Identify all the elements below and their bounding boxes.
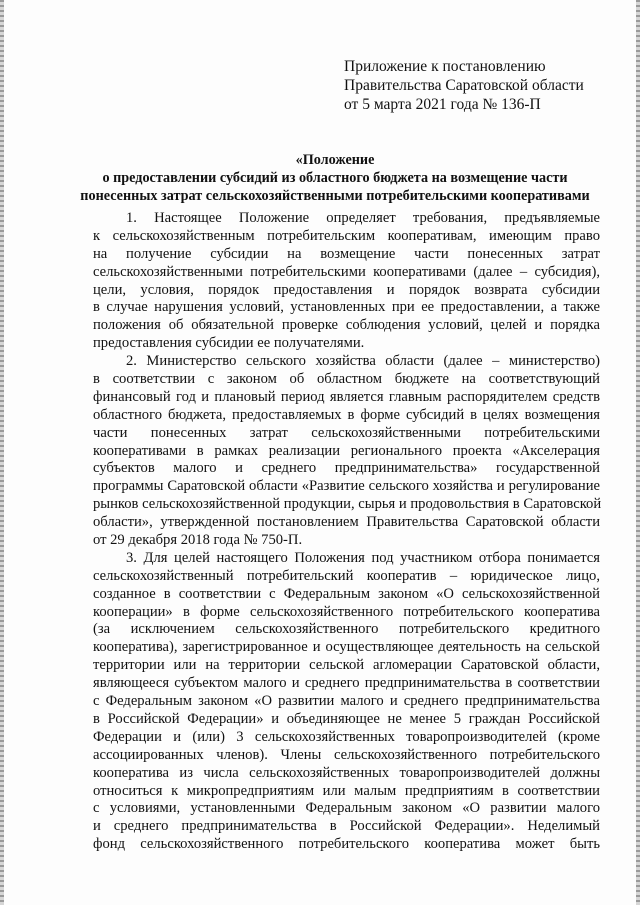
appendix-note [344,57,624,114]
appendix-line: от 5 марта 2021 года № 136-П [344,96,541,113]
text-line: цели, условия, порядок предоставления и порядок возврата субсидии [93,281,600,298]
text-line: являющееся субъектом малого и среднего предпринимательства в соответствии [93,675,600,692]
scan-edge-left [0,0,4,905]
text-line: кооперативами в рамках реализации регионального проекта «Акселерация [93,442,600,459]
text-line: от 29 декабря 2018 года № 750-П. [93,532,303,549]
text-line: и среднего предпринимательства в Российской Федерации». Неделимый [93,818,600,835]
text-line: в случае нарушения условий, установленных при ее предоставлении, а также [93,299,600,316]
scan-edge-right [636,0,640,905]
text-line: областного бюджета, предоставляемых в форме субсидий в целях возмещения [93,406,600,423]
text-line: Федерации и (или) 3 сельскохозяйственных товаропроизводителей (кроме [93,728,600,745]
text-line: территории или на территории сельской агломерации Саратовской области, [93,657,600,674]
title-line: понесенных затрат сельскохозяйственными потребительскими кооперативами [80,188,590,204]
text-line: кооператива из числа сельскохозяйственных товаропроизводителей должны [93,764,600,781]
document-title [70,151,600,205]
paragraph-2 [93,353,600,550]
document-body [93,210,600,854]
text-line: в Российской Федерации» и объединяющее не менее 5 граждан Российской [93,710,600,727]
text-line: финансовый год и плановый период является главным распорядителем средств [93,388,600,405]
text-line: кооператива), зарегистрированное и осуществляющее деятельность на сельской [93,639,600,656]
title-line: «Положение [295,152,375,168]
text-line: положения об обязательной проверке соблюдения условий, целей и порядка [93,317,600,334]
text-line: сельскохозяйственными потребительскими кооперативами (далее – субсидия), [93,263,600,280]
text-line: к сельскохозяйственным потребительским кооперативам, имеющим право [93,227,600,244]
text-line: рынков сельскохозяйственной продукции, сырья и продовольствия в Саратовской [93,496,602,513]
text-line: части понесенных затрат сельскохозяйственными потребительскими [93,424,600,441]
text-line: с условиями, установленными Федеральным законом «О развитии малого [93,800,600,817]
paragraph-3 [93,550,600,854]
text-line: предоставления субсидии ее получателями. [93,335,365,352]
text-line: кооперации» в форме сельскохозяйственного потребительского кооператива [93,603,600,620]
text-line: программы Саратовской области «Развитие сельского хозяйства и регулирование [93,478,600,495]
text-line: фонд сельскохозяйственного потребительского кооператива может быть [93,836,600,853]
appendix-line: Правительства Саратовской области [344,77,584,94]
text-line: 3. Для целей настоящего Положения под участником отбора понимается [126,549,600,566]
text-line: ассоциированных членов). Члены сельскохозяйственного потребительского [93,746,600,763]
text-line: созданное в соответствии с Федеральным законом «О сельскохозяйственной [93,585,600,602]
text-line: 1. Настоящее Положение определяет требования, предъявляемые [126,210,600,226]
title-line: о предоставлении субсидий из областного бюджета на возмещение части [102,170,568,186]
text-line: в соответствии с законом об областном бюджете на соответствующий [93,371,600,388]
text-line: относиться к микропредприятиям или малым предприятиям в соответствии [93,782,600,799]
text-line: 2. Министерство сельского хозяйства области (далее – министерство) [126,353,600,370]
text-line: с Федеральным законом «О развитии малого и среднего предпринимательства [93,693,600,710]
text-line: области», утвержденной постановлением Правительства Саратовской области [93,514,600,531]
text-line: (за исключением сельскохозяйственного потребительского кредитного [93,621,600,638]
text-line: на получение субсидии на возмещение части понесенных затрат [93,245,600,262]
text-line: субъектов малого и среднего предпринимательства» государственной [93,460,600,477]
appendix-line: Приложение к постановлению [344,58,546,75]
text-line: сельскохозяйственный потребительский кооператив – юридическое лицо, [93,567,600,584]
paragraph-1 [93,210,600,353]
